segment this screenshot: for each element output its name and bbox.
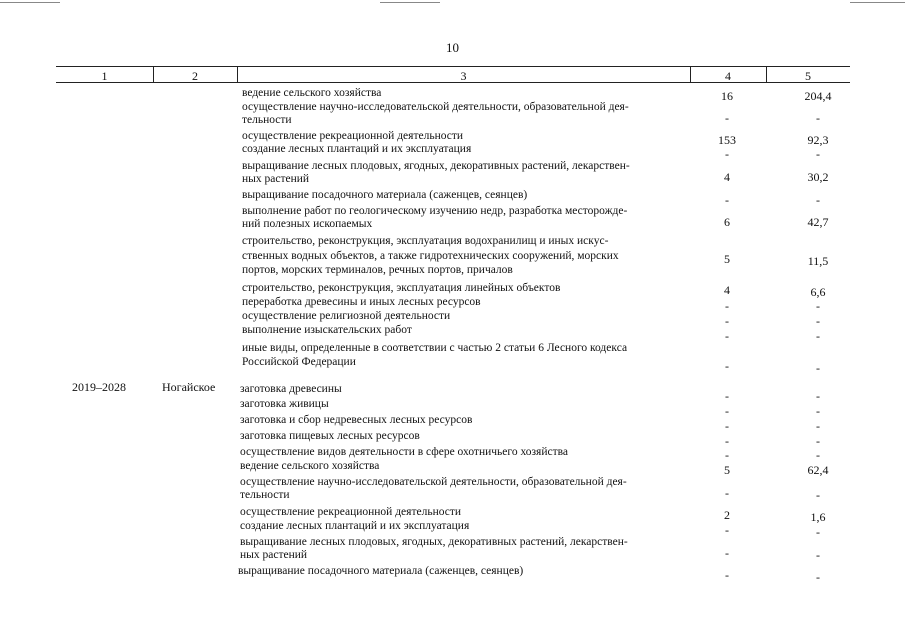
- activity-label: осуществление рекреационной деятельности: [242, 130, 464, 142]
- value-col5: -: [816, 389, 820, 403]
- value-col4: -: [725, 486, 729, 500]
- value-col5: -: [816, 570, 820, 584]
- value-col5: 1,6: [810, 510, 826, 524]
- activity-label: выращивание лесных плодовых, ягодных, декоративных растений, лекарствен-: [240, 536, 628, 548]
- activity-label-cont: тельности: [240, 489, 290, 501]
- value-col4: 4: [724, 170, 730, 184]
- activity-label: создание лесных плантаций и их эксплуатация: [242, 143, 472, 155]
- scan-artifact: [850, 2, 905, 3]
- value-col4: 16: [721, 89, 733, 103]
- activity-label: создание лесных плантаций и их эксплуатация: [240, 520, 470, 532]
- activity-label: заготовка пищевых лесных ресурсов: [240, 430, 420, 442]
- activity-label: заготовка древесины: [240, 383, 342, 395]
- scan-artifact: [0, 2, 60, 3]
- activity-label: ведение сельского хозяйства: [242, 87, 382, 99]
- activity-label-cont: ных растений: [242, 173, 310, 185]
- value-col4: 5: [724, 463, 730, 477]
- activity-label: выращивание посадочного материала (саженцев, сеянцев): [238, 565, 524, 577]
- column-header-1: 1: [101, 69, 108, 83]
- activity-label-cont: ний полезных ископаемых: [242, 218, 373, 230]
- value-col4: 5: [724, 252, 730, 266]
- activity-label: переработка древесины и иных лесных ресурсов: [242, 296, 481, 308]
- activity-label: выполнение работ по геологическому изучению недр, разработка месторожде-: [242, 205, 628, 217]
- activity-label-cont: ственных водных объектов, а также гидротехнических сооружений, морских: [242, 250, 619, 262]
- value-col4: 2: [724, 508, 730, 522]
- value-col5: -: [816, 525, 820, 539]
- activity-label-cont: Российской Федерации: [242, 356, 356, 368]
- activity-label: осуществление научно-исследовательской деятельности, образовательной дея-: [240, 476, 627, 488]
- activity-label: ведение сельского хозяйства: [240, 460, 380, 472]
- activity-label: выполнение изыскательских работ: [242, 324, 412, 336]
- value-col5: 30,2: [807, 170, 829, 184]
- activity-label: выращивание лесных плодовых, ягодных, декоративных растений, лекарствен-: [242, 160, 630, 172]
- period-cell: 2019–2028: [72, 380, 126, 394]
- activity-label: строительство, реконструкция, эксплуатация линейных объектов: [242, 282, 561, 294]
- value-col5: 62,4: [807, 463, 829, 477]
- activity-label: осуществление научно-исследовательской деятельности, образовательной дея-: [242, 101, 629, 113]
- scan-artifact: [380, 2, 440, 3]
- value-col5: -: [816, 404, 820, 418]
- value-col5: -: [816, 488, 820, 502]
- value-col4: -: [725, 389, 729, 403]
- value-col5: -: [816, 193, 820, 207]
- value-col5: -: [816, 434, 820, 448]
- value-col5: 6,6: [810, 285, 826, 299]
- value-col5: 42,7: [807, 215, 829, 229]
- value-col4: 153: [718, 133, 736, 147]
- value-col5: 11,5: [807, 254, 829, 268]
- forestry-cell: Ногайское: [162, 380, 216, 394]
- activity-label-cont: ных растений: [240, 549, 308, 561]
- value-col4: -: [725, 193, 729, 207]
- value-col4: -: [725, 111, 729, 125]
- value-col4: -: [725, 419, 729, 433]
- value-col5: -: [816, 147, 820, 161]
- activity-label: осуществление рекреационной деятельности: [240, 506, 462, 518]
- value-col4: -: [725, 359, 729, 373]
- header-top-rule: [56, 66, 850, 67]
- activity-label-cont: портов, морских терминалов, речных портов, причалов: [242, 264, 513, 276]
- page-number: 10: [446, 40, 459, 55]
- value-col4: -: [725, 299, 729, 313]
- value-col4: -: [725, 523, 729, 537]
- value-col4: 4: [724, 283, 730, 297]
- activity-label: строительство, реконструкция, эксплуатация водохранилищ и иных искус-: [242, 235, 609, 247]
- column-header-5: 5: [805, 69, 811, 83]
- value-col5: -: [816, 314, 820, 328]
- value-col5: -: [816, 548, 820, 562]
- value-col4: -: [725, 404, 729, 418]
- column-header-2: 2: [192, 69, 198, 83]
- value-col4: -: [725, 329, 729, 343]
- column-header-4: 4: [725, 69, 731, 83]
- value-col4: 6: [724, 215, 730, 229]
- activity-label: заготовка и сбор недревесных лесных ресурсов: [240, 414, 473, 426]
- value-col4: -: [725, 147, 729, 161]
- value-col5: -: [816, 361, 820, 375]
- activity-label: заготовка живицы: [240, 398, 329, 410]
- activity-label: иные виды, определенные в соответствии с частью 2 статьи 6 Лесного кодекса: [242, 342, 628, 354]
- value-col5: -: [816, 419, 820, 433]
- value-col4: -: [725, 568, 729, 582]
- value-col5: -: [816, 299, 820, 313]
- value-col5: -: [816, 329, 820, 343]
- activity-label: осуществление видов деятельности в сфере охотничьего хозяйства: [240, 446, 569, 458]
- activity-label-cont: тельности: [242, 114, 292, 126]
- value-col4: -: [725, 448, 729, 462]
- value-col5: 92,3: [807, 133, 829, 147]
- value-col4: -: [725, 546, 729, 560]
- value-col5: -: [816, 111, 820, 125]
- value-col5: -: [816, 448, 820, 462]
- activity-label: выращивание посадочного материала (саженцев, сеянцев): [242, 189, 528, 201]
- value-col4: -: [725, 314, 729, 328]
- activity-label: осуществление религиозной деятельности: [242, 310, 451, 322]
- column-header-3: 3: [460, 69, 467, 83]
- value-col5: 204,4: [804, 89, 832, 103]
- value-col4: -: [725, 434, 729, 448]
